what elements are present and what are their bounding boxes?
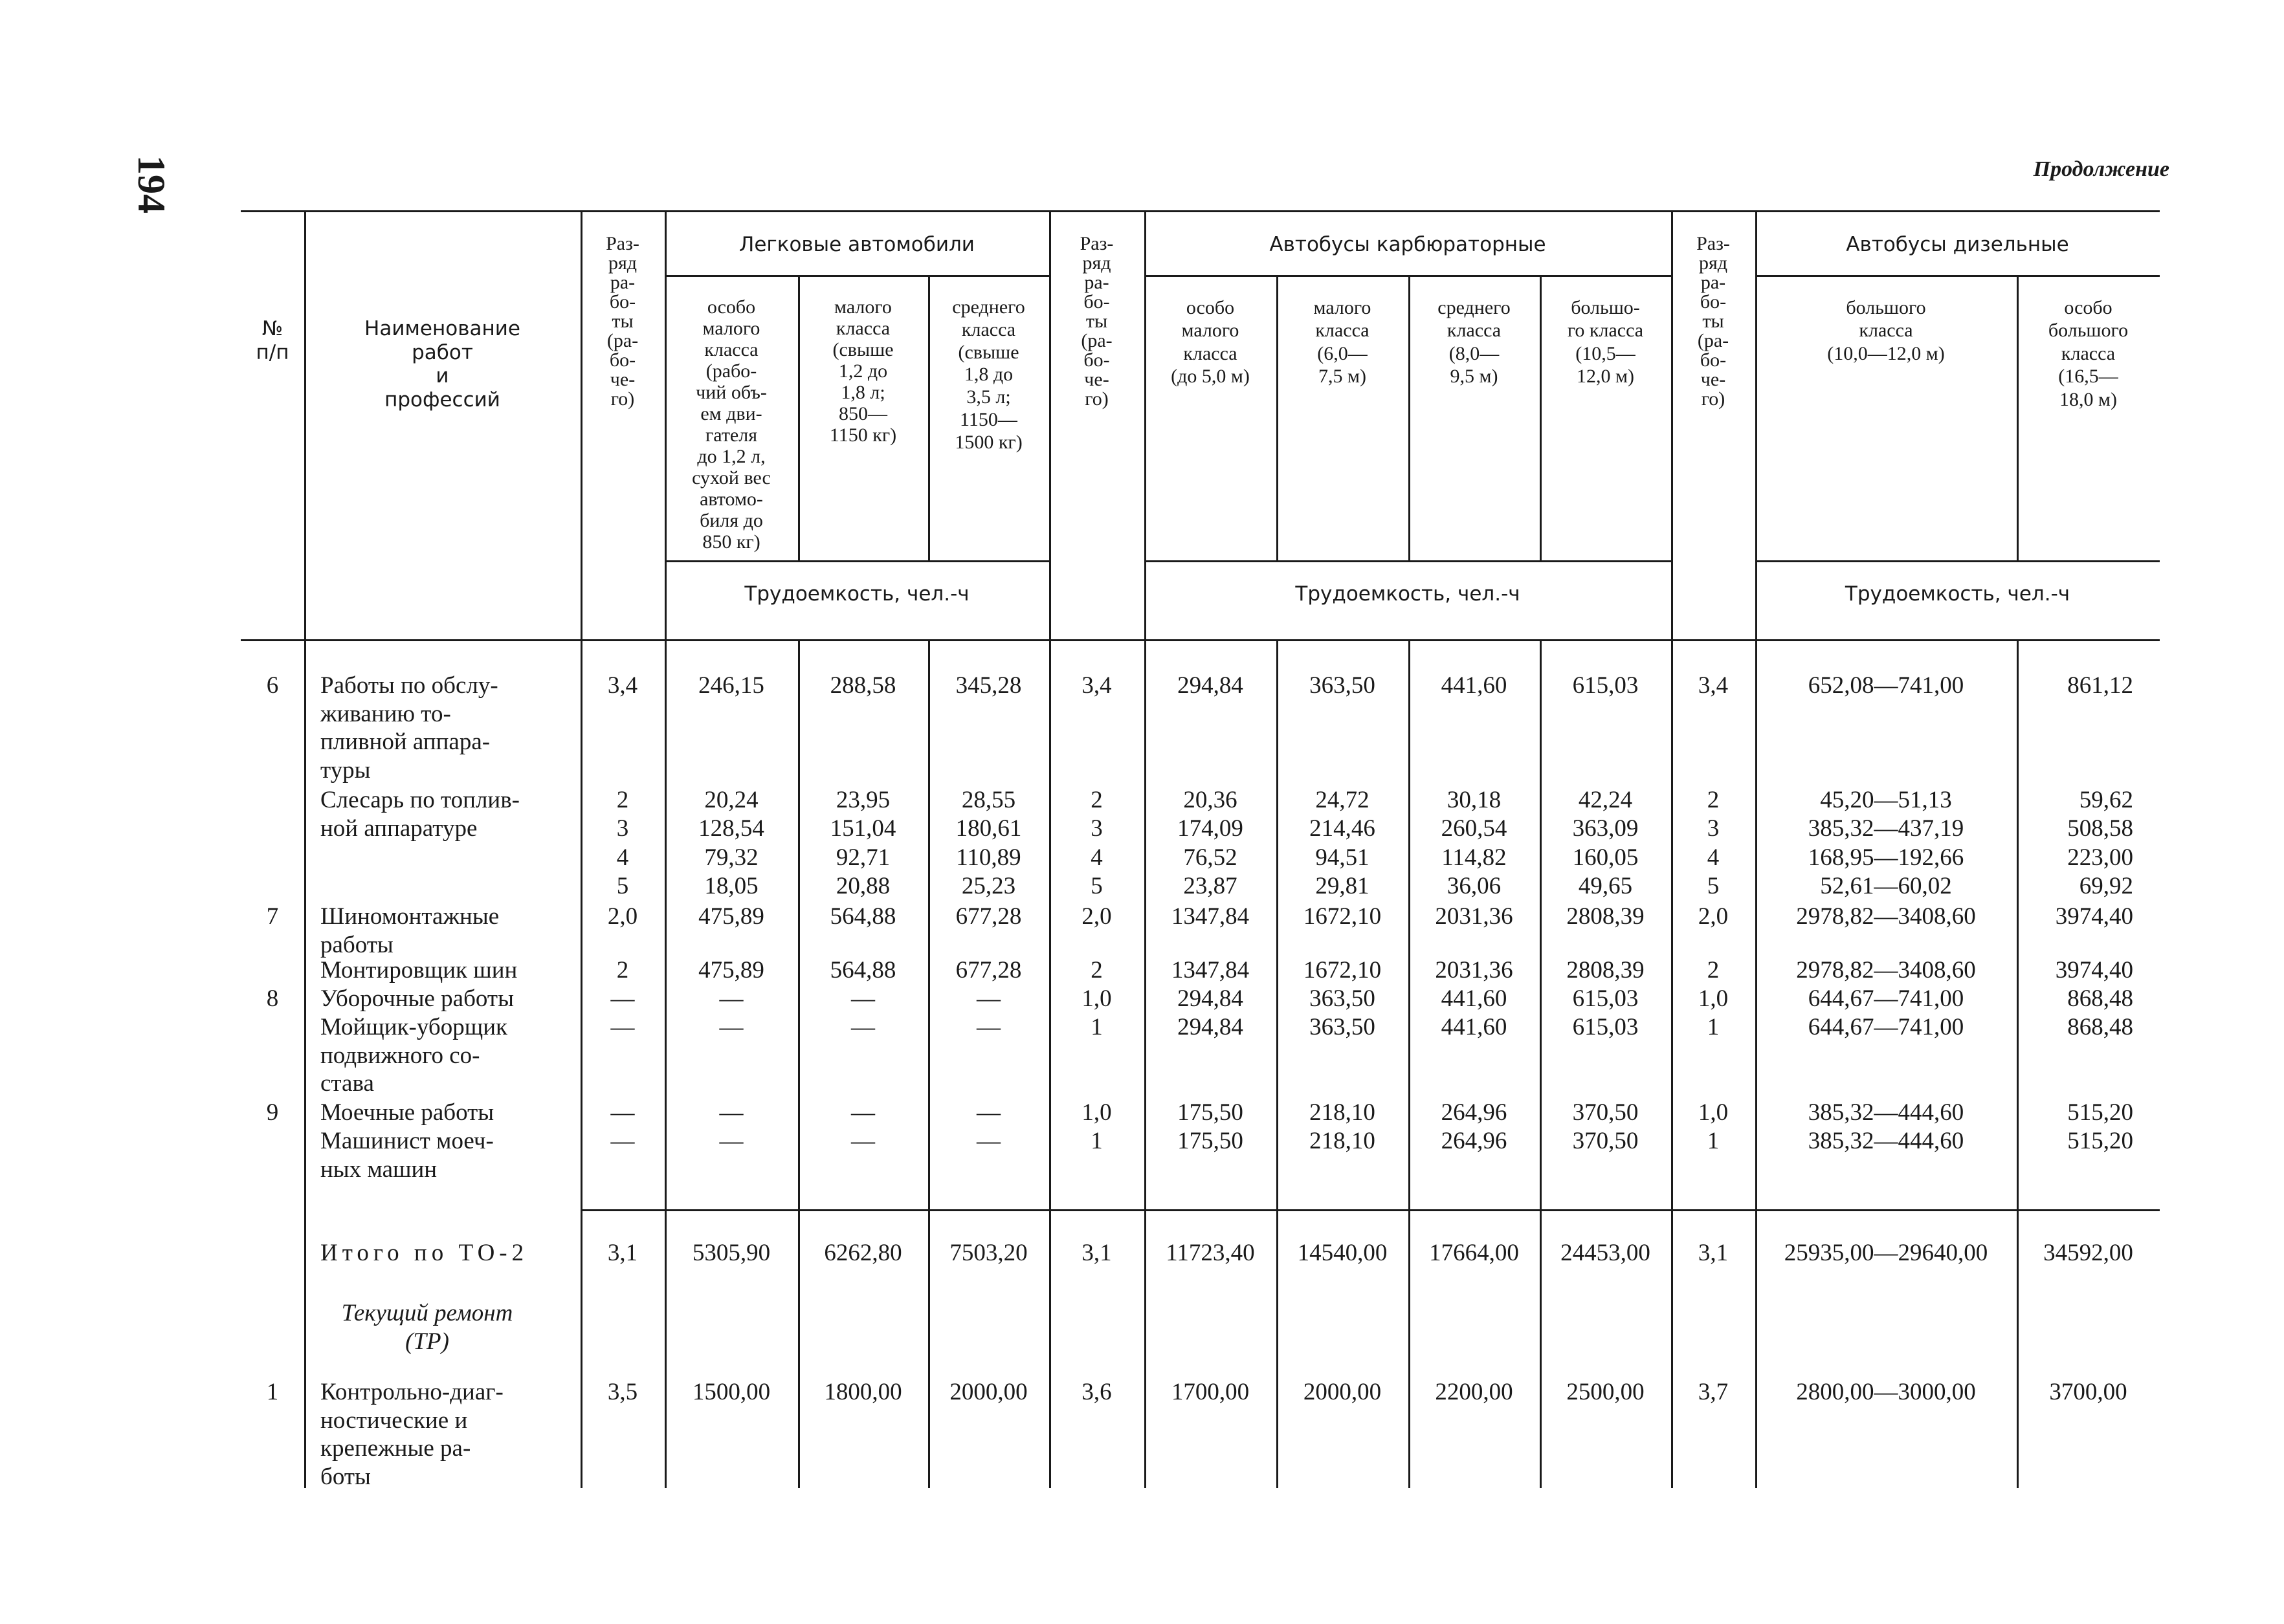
- total-rank2: 3,1: [1081, 1240, 1112, 1266]
- row-bus3: 2200,00: [1435, 1379, 1513, 1405]
- row-bus2: 1672,10: [1303, 903, 1382, 930]
- row-car3: —: [977, 1099, 1001, 1126]
- row-rank2: 1,0: [1081, 1099, 1112, 1126]
- row-bus1: 175,50: [1177, 1128, 1243, 1154]
- rule-group-bus-carb: [1144, 275, 1671, 277]
- row-car2: 23,95 151,04 92,71 20,88: [830, 787, 896, 900]
- row-bus4: 2500,00: [1566, 1379, 1645, 1405]
- total-diesel2: 34592,00: [2043, 1240, 2133, 1266]
- row-rank1: 2,0: [607, 903, 638, 930]
- row-rank2: 1: [1091, 1014, 1103, 1040]
- row-rank2: 1,0: [1081, 985, 1112, 1012]
- row-bus1: 1347,84: [1171, 903, 1250, 930]
- row-rank2: 2,0: [1081, 903, 1112, 930]
- total-rank3: 3,1: [1698, 1240, 1729, 1266]
- row-diesel1: 45,20—51,13 385,32—437,19 168,95—192,66 52,61—60,02: [1808, 787, 1964, 900]
- row-car3: —: [977, 985, 1001, 1012]
- col-line-car2b: [928, 639, 930, 1488]
- row-rank1: —: [610, 1099, 635, 1126]
- row-car1: —: [719, 1128, 744, 1154]
- row-bus2: 363,50: [1309, 985, 1375, 1012]
- header-bus-diesel-2: особо большого класса (16,5— 18,0 м): [2048, 297, 2129, 410]
- row-bus3: 441,60: [1441, 672, 1507, 699]
- row-rank1: —: [610, 1014, 635, 1040]
- row-diesel2: 3974,40: [2055, 903, 2133, 930]
- col-line-bus1b: [1276, 639, 1278, 1488]
- row-name: Слесарь по топлив- ной аппаратуре: [320, 787, 520, 842]
- row-rank3: 3,4: [1698, 672, 1729, 699]
- row-name: Машинист моеч- ных машин: [320, 1128, 494, 1183]
- row-rank3: 3,7: [1698, 1379, 1729, 1405]
- row-car3: 677,28: [955, 957, 1022, 983]
- row-diesel2: 515,20: [2067, 1128, 2133, 1154]
- row-rank3: 1: [1707, 1014, 1720, 1040]
- total-bus3: 17664,00: [1429, 1240, 1519, 1266]
- row-rank3: 1,0: [1698, 985, 1729, 1012]
- row-bus1: 20,36 174,09 76,52 23,87: [1177, 787, 1243, 900]
- col-line-bus2b: [1408, 639, 1410, 1488]
- row-bus1: 1347,84: [1171, 957, 1250, 983]
- row-bus4: 615,03: [1572, 1014, 1639, 1040]
- row-car1: 475,89: [698, 957, 764, 983]
- row-rank1: 3,5: [607, 1379, 638, 1405]
- rule-labor-bus-carb: [1144, 560, 1671, 562]
- row-car1: 246,15: [698, 672, 764, 699]
- rule-group-bus-diesel: [1755, 275, 2160, 277]
- row-bus1: 294,84: [1177, 672, 1243, 699]
- total-car3: 7503,20: [949, 1240, 1028, 1266]
- header-labor-bus-diesel: Трудоемкость, чел.-ч: [1845, 582, 2070, 606]
- total-diesel1: 25935,00—29640,00: [1784, 1240, 1988, 1266]
- row-bus4: 370,50: [1572, 1099, 1639, 1126]
- col-line-car1b: [798, 639, 800, 1488]
- row-diesel2: 868,48: [2067, 985, 2133, 1012]
- row-rank2: 2 3 4 5: [1091, 787, 1103, 900]
- row-car2: —: [851, 1099, 875, 1126]
- header-labor-bus-carb: Трудоемкость, чел.-ч: [1295, 582, 1520, 606]
- row-bus3: 264,96: [1441, 1099, 1507, 1126]
- row-car1: 1500,00: [692, 1379, 771, 1405]
- total-car2: 6262,80: [824, 1240, 902, 1266]
- row-bus2: 24,72 214,46 94,51 29,81: [1309, 787, 1375, 900]
- row-bus3: 264,96: [1441, 1128, 1507, 1154]
- row-bus3: 441,60: [1441, 1014, 1507, 1040]
- row-diesel1: 2978,82—3408,60: [1796, 957, 1976, 983]
- row-bus2: 363,50: [1309, 1014, 1375, 1040]
- row-car1: 475,89: [698, 903, 764, 930]
- row-num: 1: [266, 1379, 279, 1405]
- header-labor-cars: Трудоемкость, чел.-ч: [744, 582, 970, 606]
- row-rank2: 3,4: [1081, 672, 1112, 699]
- header-cars-3: среднего класса (свыше 1,8 до 3,5 л; 1150— 1500 кг): [952, 296, 1025, 453]
- rule-group-cars: [665, 275, 1049, 277]
- row-rank3: 2 3 4 5: [1707, 787, 1720, 900]
- row-car2: —: [851, 1014, 875, 1040]
- row-car1: —: [719, 985, 744, 1012]
- header-bus-carb-3: среднего класса (8,0— 9,5 м): [1437, 297, 1511, 388]
- row-car3: 2000,00: [949, 1379, 1028, 1405]
- row-num: 8: [266, 985, 279, 1012]
- row-num: 9: [266, 1099, 279, 1126]
- header-bus-carb-4: большо- го класса (10,5— 12,0 м): [1567, 297, 1644, 388]
- row-bus1: 1700,00: [1171, 1379, 1250, 1405]
- row-car1: —: [719, 1014, 744, 1040]
- row-car3: —: [977, 1014, 1001, 1040]
- row-num: 7: [266, 903, 279, 930]
- row-bus2: 363,50: [1309, 672, 1375, 699]
- row-bus4: 615,03: [1572, 672, 1639, 699]
- row-diesel2: 861,12: [2067, 672, 2133, 699]
- page-number: 194: [130, 155, 173, 214]
- row-diesel2: 868,48: [2067, 1014, 2133, 1040]
- total-rank1: 3,1: [607, 1240, 638, 1266]
- row-diesel2: 515,20: [2067, 1099, 2133, 1126]
- row-car1: —: [719, 1099, 744, 1126]
- row-bus4: 2808,39: [1566, 957, 1645, 983]
- row-diesel1: 385,32—444,60: [1808, 1099, 1964, 1126]
- row-diesel1: 652,08—741,00: [1808, 672, 1964, 699]
- rule-labor-bus-diesel: [1755, 560, 2160, 562]
- col-line-bus3b: [1540, 639, 1542, 1488]
- row-car2: 564,88: [830, 957, 896, 983]
- row-bus4: 42,24 363,09 160,05 49,65: [1572, 787, 1639, 900]
- row-name: Уборочные работы: [320, 985, 514, 1012]
- row-name: Монтировщик шин: [320, 957, 518, 983]
- row-bus1: 294,84: [1177, 985, 1243, 1012]
- rule-header-bottom: [241, 639, 2160, 641]
- row-rank2: 3,6: [1081, 1379, 1112, 1405]
- row-diesel1: 385,32—444,60: [1808, 1128, 1964, 1154]
- row-car3: 28,55 180,61 110,89 25,23: [955, 787, 1022, 900]
- row-bus2: 2000,00: [1303, 1379, 1382, 1405]
- row-car2: —: [851, 985, 875, 1012]
- row-rank3: 1,0: [1698, 1099, 1729, 1126]
- continuation-note: Продолжение: [2033, 157, 2169, 181]
- total-label: Итого по ТО-2: [320, 1240, 529, 1266]
- row-diesel1: 644,67—741,00: [1808, 985, 1964, 1012]
- row-rank1: 3,4: [607, 672, 638, 699]
- header-bus-carb-1: особо малого класса (до 5,0 м): [1171, 297, 1250, 388]
- rule-total: [581, 1209, 2160, 1211]
- row-bus3: 2031,36: [1435, 957, 1513, 983]
- row-bus2: 1672,10: [1303, 957, 1382, 983]
- header-num: № п/п: [256, 317, 289, 364]
- row-rank3: 1: [1707, 1128, 1720, 1154]
- row-bus4: 615,03: [1572, 985, 1639, 1012]
- row-name: Контрольно-диаг- ностические и крепежные ра- боты: [320, 1379, 504, 1490]
- col-line-diesel1b: [2017, 639, 2019, 1488]
- total-bus4: 24453,00: [1560, 1240, 1650, 1266]
- row-car3: 345,28: [955, 672, 1022, 699]
- row-rank1: 2: [616, 957, 629, 983]
- row-bus2: 218,10: [1309, 1099, 1375, 1126]
- header-rank3: Раз- ряд ра- бо- ты (ра- бо- че- го): [1696, 233, 1730, 410]
- row-car3: —: [977, 1128, 1001, 1154]
- row-car2: 564,88: [830, 903, 896, 930]
- row-bus3: 2031,36: [1435, 903, 1513, 930]
- row-bus3: 30,18 260,54 114,82 36,06: [1441, 787, 1507, 900]
- total-bus1: 11723,40: [1166, 1240, 1255, 1266]
- header-bus-diesel-1: большого класса (10,0—12,0 м): [1827, 297, 1945, 364]
- row-diesel2: 3974,40: [2055, 957, 2133, 983]
- row-name: Мойщик-уборщик подвижного со- става: [320, 1014, 507, 1097]
- header-name: Наименование работ и профессий: [364, 317, 520, 411]
- row-rank1: —: [610, 1128, 635, 1154]
- row-diesel1: 644,67—741,00: [1808, 1014, 1964, 1040]
- rule-labor-cars: [665, 560, 1049, 562]
- header-rank2: Раз- ряд ра- бо- ты (ра- бо- че- го): [1080, 233, 1114, 410]
- rule-top: [241, 210, 2160, 212]
- row-car2: 1800,00: [824, 1379, 902, 1405]
- total-car1: 5305,90: [692, 1240, 771, 1266]
- total-bus2: 14540,00: [1297, 1240, 1388, 1266]
- header-bus-carb-2: малого класса (6,0— 7,5 м): [1313, 297, 1371, 388]
- row-rank1: —: [610, 985, 635, 1012]
- row-car3: 677,28: [955, 903, 1022, 930]
- header-bus-carb-group: Автобусы карбюраторные: [1269, 233, 1546, 256]
- row-diesel2: 3700,00: [2049, 1379, 2127, 1405]
- row-name: Моечные работы: [320, 1099, 494, 1126]
- row-rank3: 2: [1707, 957, 1720, 983]
- row-bus1: 175,50: [1177, 1099, 1243, 1126]
- row-bus2: 218,10: [1309, 1128, 1375, 1154]
- header-rank1-text: Раз- ряд ра- бо- ты (ра- бо- че- го): [606, 233, 639, 410]
- section-title: Текущий ремонт (ТР): [341, 1300, 513, 1355]
- row-rank2: 2: [1091, 957, 1103, 983]
- row-bus4: 2808,39: [1566, 903, 1645, 930]
- row-num: 6: [266, 672, 279, 699]
- header-cars-2: малого класса (свыше 1,2 до 1,8 л; 850— 1150 кг): [829, 296, 897, 446]
- row-rank2: 1: [1091, 1128, 1103, 1154]
- header-bus-diesel-group: Автобусы дизельные: [1846, 233, 2069, 256]
- row-diesel1: 2800,00—3000,00: [1796, 1379, 1976, 1405]
- row-car2: 288,58: [830, 672, 896, 699]
- row-car2: —: [851, 1128, 875, 1154]
- row-diesel2: 59,62 508,58 223,00 69,92: [2067, 787, 2133, 900]
- header-cars-1: особо малого класса (рабо- чий объ- ем дви- гателя до 1,2 л, сухой вес автомо- биля до 850 кг): [692, 296, 771, 553]
- row-car1: 20,24 128,54 79,32 18,05: [698, 787, 764, 900]
- row-bus1: 294,84: [1177, 1014, 1243, 1040]
- row-bus3: 441,60: [1441, 985, 1507, 1012]
- row-bus4: 370,50: [1572, 1128, 1639, 1154]
- row-rank1: 2 3 4 5: [616, 787, 629, 900]
- row-name: Шиномонтажные работы: [320, 903, 500, 958]
- row-name: Работы по обслу- живанию то- пливной аппара- туры: [320, 672, 498, 784]
- row-diesel1: 2978,82—3408,60: [1796, 903, 1976, 930]
- header-cars-group: Легковые автомобили: [739, 233, 975, 256]
- row-rank3: 2,0: [1698, 903, 1729, 930]
